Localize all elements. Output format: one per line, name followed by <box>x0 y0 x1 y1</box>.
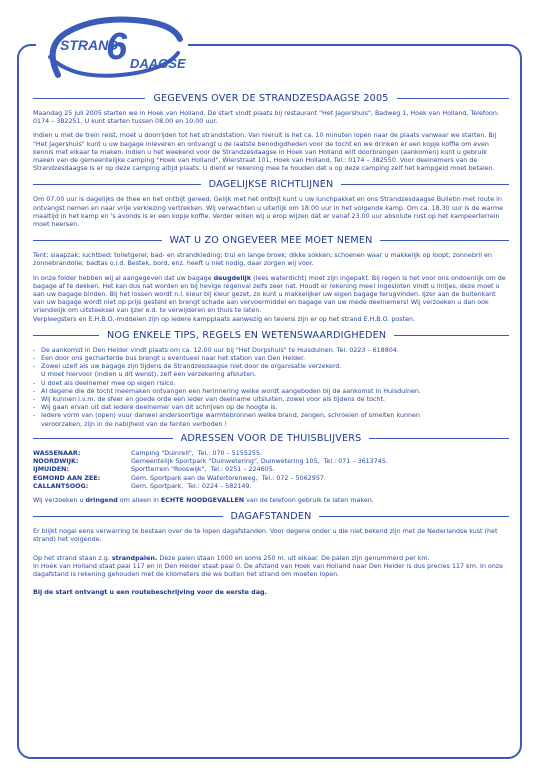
logo-word-strand: STRAND <box>60 37 119 53</box>
address-row <box>33 475 509 483</box>
list-item-text: U doet als deelnemer mee op eigen risico. <box>41 379 176 387</box>
header-rule <box>319 516 509 517</box>
paragraph: Om 07.00 uur is dagelijks de thee en het ontbijt gereed. Gelijk met het ontbijt kunt u uw lunchpakket en ons Strandzesdaagse Bulletin met route in ontvangst nemen en naar vrije verkiezing vertrekken. Wij verwachten u uiterlijk om 18.00 uur in het volgende kamp. Om ca. 18.30 uur is de warme maaltijd in het kamp en 's avonds is er een kopje koffie. Verder willen wij u erop wijzen dat er vanaf 23.00 uur absolute rust op het kampeerterrein moet heersen. <box>33 196 504 229</box>
section-title: GEGEVENS OVER DE STRANDZESDAAGSE 2005 <box>153 93 389 104</box>
section-title: ADRESSEN VOOR DE THUISBLIJVERS <box>180 432 362 444</box>
section-header <box>33 330 509 341</box>
address-row <box>33 466 509 474</box>
section-richtlijnen <box>33 179 509 229</box>
strandzesdaagse-logo <box>36 13 188 81</box>
document-body <box>33 93 509 603</box>
list-item-text: Iedere vorm van (open) vuur danwel andersoortige warmtebronnen welke brand, zengen, schroeien of smelten kunnen <box>41 412 420 420</box>
closing-note <box>33 589 509 597</box>
list-item <box>33 363 509 379</box>
tips-list <box>33 347 509 429</box>
address-phone: Tel.: 072 – 5062957. <box>261 474 326 482</box>
paragraph: Er blijkt nogal eens verwarring te bestaan over de te lopen dagafstanden. Voor degene onder u die niet bekend zijn met de Nederlandse kust (het strand) het volgende. <box>33 528 498 544</box>
header-rule <box>33 184 201 185</box>
list-item-text: Wij gaan ervan uit dat iedere deelnemer van dit schrijven op de hoogte is. <box>41 404 278 412</box>
address-desc: Camping "Duinrell", <box>131 449 194 457</box>
list-item-text: Zowel uzelf als uw bagage zijn tijdens de Strandzesdaagse niet door de organisatie verzekerd. <box>41 363 342 371</box>
text-run: Wij verzoeken u <box>33 496 86 504</box>
text-run: om alleen in <box>117 496 161 504</box>
section-header <box>33 235 509 246</box>
section-tips <box>33 330 509 429</box>
header-rule <box>33 98 145 99</box>
text-run: In onze folder hebben wij al aangegeven dat uw bagage <box>33 274 214 282</box>
address-desc: Gem. Sportpark aan de Watertorenweg, <box>131 474 258 482</box>
section-header <box>33 179 509 190</box>
emphasis-text: strandpalen. <box>111 554 158 562</box>
emphasis-text: dringend <box>85 496 118 504</box>
text-run: Op het strand staan z.g. <box>33 554 112 562</box>
address-phone: Tel.: 071 – 3613745. <box>323 458 388 466</box>
list-item <box>33 347 509 355</box>
address-phone: Tel.: 070 – 5155255. <box>197 449 263 457</box>
section-adressen <box>33 433 509 505</box>
text-run: Deze palen staan 1000 en soms 250 m. uit elkaar. De palen zijn genummerd per km. <box>157 554 430 562</box>
address-place: IJMUIDEN: <box>33 466 69 474</box>
address-phone: Tel.: 0224 – 582149. <box>187 482 252 490</box>
section-title: WAT U ZO ONGEVEER MEE MOET NEMEN <box>169 235 373 247</box>
emphasis-text: ECHTE NOODGEVALLEN <box>160 496 245 504</box>
paragraph: Maandag 25 juli 2005 starten we in Hoek van Holland. De start vindt plaats bij restaurant "Het Jagershuis", Badweg 1, Hoek van Holland, Telefoon: 0174 – 382251. U kunt starten tussen 08.00 en 10.00 uur. <box>33 110 499 126</box>
address-place: WASSENAAR: <box>33 449 81 457</box>
emphasis-text: deugdelijk <box>213 274 252 282</box>
logo-word-daagse: DAAGSE <box>130 56 186 71</box>
section-title: NOG ENKELE TIPS, REGELS EN WETENSWAARDIGHEDEN <box>107 329 387 341</box>
emphasis-text: Bij de start ontvangt u een routebeschrijving voor de eerste dag. <box>33 589 267 597</box>
address-table <box>33 450 509 491</box>
logo-graphic <box>36 13 188 81</box>
paragraph: Verpleegsters en E.H.B.O.-middelen zijn op iedere kampplaats aanwezig en tevens zijn er op het strand E.H.B.O. posten. <box>33 315 416 323</box>
section-header <box>33 433 509 444</box>
paragraph: Tent; slaapzak; luchtbed; toiletgerei; bad- en strandkleding; trui en lange broek; dikke sokken; schoenen waar u makkelijk op loopt; zonnebril en zonnebrandolie; badtas o.i.d. Bestek, bord, enz. heeft u niet nodig, daar zorgen wij voor. <box>33 252 492 268</box>
list-item <box>33 380 509 388</box>
list-item-continuation: veroorzaken, zijn in de nabijheid van de tenten verboden ! <box>41 420 228 428</box>
section-title: DAGAFSTANDEN <box>230 511 312 523</box>
list-item-text: Een door ons gecharterde bus brengt u eventueel naar het station van Den Helder. <box>41 355 305 363</box>
section-gegevens <box>33 93 509 173</box>
section-header <box>33 93 509 104</box>
address-row <box>33 458 509 466</box>
address-place: CALLANTSOOG: <box>33 482 89 490</box>
header-rule <box>33 438 173 439</box>
paragraph: In Hoek van Holland staat paal 117 en in Den Helder staat paal 0. De afstand van Hoek van Holland naar Den Helder is dus precies 117 km. In onze dagafstand is rekening gehouden met de kilometers die we buiten het strand om moeten lopen. <box>33 562 504 578</box>
header-rule <box>341 184 509 185</box>
paragraph <box>33 275 509 316</box>
header-rule <box>369 438 509 439</box>
text-run: (lees waterdicht) moet zijn ingepakt. Bij regen is het voor ons ondoenlijk om de bagage af te dekken. Het kan dus nat worden en bij hevige regenval zelfs zeer nat. Houdt er rekening mee! Ingesloten vindt u lintjes, deze moet u aan uw bagage binden. Bij het lossen wordt n.l. kleur bij kleur gezet, zo kunt u makkelijker uw eigen bagage terugvinden. IJzer aan de buitenkant van uw bagage wordt niet op prijs gesteld en brengt schade aan vervoermiddel en bagage van uw mede deelnemers! Wij verzoeken u dan ook vriendelijk om uitsteeksel van ijzer e.d. te verwijderen en thuis te laten. <box>33 274 506 315</box>
list-item <box>33 404 509 412</box>
address-place: NOORDWIJK: <box>33 458 79 466</box>
emergency-note <box>33 497 509 505</box>
header-rule <box>33 335 99 336</box>
header-rule <box>33 516 223 517</box>
paragraph <box>33 555 509 563</box>
section-header <box>33 511 509 522</box>
address-desc: Gemeentelijk Sportpark "Duinwetering", Duinwetering 105, <box>131 458 320 466</box>
address-desc: Gem. Sportpark, <box>131 482 184 490</box>
list-item-text: Al degene die de tocht meemaken ontvangen een herinnering welke wordt aangeboden bij de aankomst in Huisduinen. <box>41 387 421 395</box>
list-item <box>33 396 509 404</box>
section-dagafstanden <box>33 511 509 597</box>
header-rule <box>394 335 509 336</box>
header-rule <box>380 240 509 241</box>
header-rule <box>397 98 509 99</box>
list-item-continuation: U moet hiervoor (indien u dit wenst), zelf een verzekering afsluiten. <box>41 371 257 379</box>
address-row <box>33 450 509 458</box>
section-title: DAGELIJKSE RICHTLIJNEN <box>208 179 334 191</box>
list-item <box>33 355 509 363</box>
list-item-text: Wij kunnen i.v.m. de sfeer en goede orde een ieder van deelname uitsluiten, zowel voor als tijdens de tocht. <box>41 396 386 404</box>
logo-numeral: 6 <box>106 26 128 68</box>
list-item-text: De aankomst in Den Helder vindt plaats om ca. 12.00 uur bij "Het Dorpshuis" te Huisduinen. Tel. 0223 – 618804. <box>41 346 399 354</box>
list-item <box>33 388 509 396</box>
header-rule <box>33 240 162 241</box>
list-item <box>33 412 509 428</box>
text-run: van de telefoon gebruik te laten maken. <box>244 496 374 504</box>
address-place: EGMOND AAN ZEE: <box>33 474 101 482</box>
paragraph: Indien u met de trein reist, moet u doorrijden tot het strandstation. Van hieruit is het ca. 10 minuten lopen naar de plaats vanwaar we starten. Bij "Het Jagershuis" kunt u uw bagage inleveren en ontvangt u de laatste benodigdheden voor de tocht en we drinken er een kopje koffie om even kennis met elkaar te maken. Indien u het weekend voor de Strandzesdaagse in Hoek van Holland wilt doorbrengen (aankomen) kunt u gebruik maken van de gemeentelijke camping "Hoek van Holland", Wierstraat 101, Hoek van Holland, Tel.: 0174 – 382550. Voor deelnemers van de Strandzesdaagse is er op deze camping altijd plaats. U dient er rekening mee te houden dat u op deze camping zelf het kampgeld moet betalen. <box>33 132 497 173</box>
address-phone: Tel.: 0251 – 224605. <box>210 466 275 474</box>
section-meenemen <box>33 235 509 324</box>
address-desc: Sportterrein "Rooswijk", <box>131 466 207 474</box>
address-row <box>33 483 509 491</box>
